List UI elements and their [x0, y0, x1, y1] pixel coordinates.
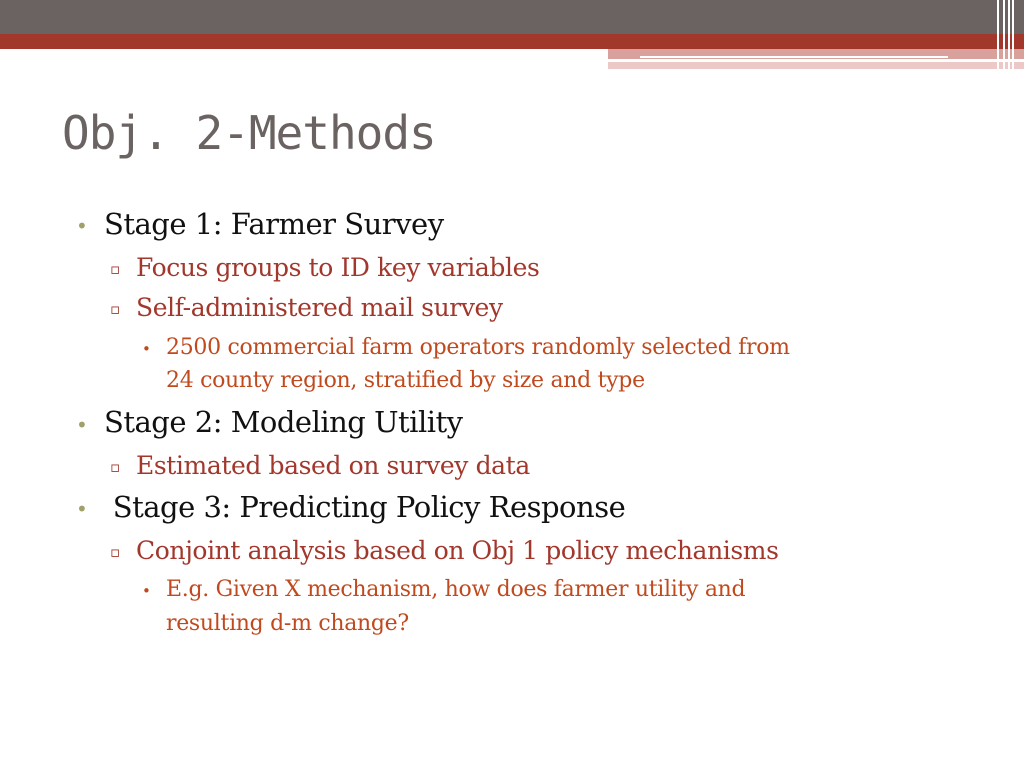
bullet-stage-2: Stage 2: Modeling Utility — [104, 405, 463, 439]
bullet-level3: • — [142, 582, 151, 600]
bullet-stage-1: Stage 1: Farmer Survey — [104, 207, 444, 241]
detail-example-line-2: resulting d-m change? — [166, 611, 409, 636]
bullet-level2: ▫ — [110, 458, 121, 476]
bullet-level1: • — [76, 214, 88, 238]
bullet-level2: ▫ — [110, 300, 121, 318]
detail-sample-line-2: 24 county region, stratified by size and type — [166, 368, 645, 393]
sub-bullet-mail-survey: Self-administered mail survey — [136, 293, 503, 322]
sub-bullet-estimated: Estimated based on survey data — [136, 451, 530, 480]
bullet-level2: ▫ — [110, 260, 121, 278]
sub-bullet-conjoint: Conjoint analysis based on Obj 1 policy mechanisms — [136, 536, 779, 565]
sub-bullet-focus-groups: Focus groups to ID key variables — [136, 253, 540, 282]
bullet-level3: • — [142, 340, 151, 358]
bullet-level2: ▫ — [110, 543, 121, 561]
detail-sample-line-1: 2500 commercial farm operators randomly selected from — [166, 335, 790, 360]
bullet-level1: • — [76, 497, 88, 521]
bullet-stage-3: Stage 3: Predicting Policy Response — [104, 490, 626, 524]
bullet-level1: • — [76, 413, 88, 437]
slide-title: Obj. 2-Methods — [62, 106, 436, 160]
detail-example-line-1: E.g. Given X mechanism, how does farmer utility and — [166, 577, 746, 602]
